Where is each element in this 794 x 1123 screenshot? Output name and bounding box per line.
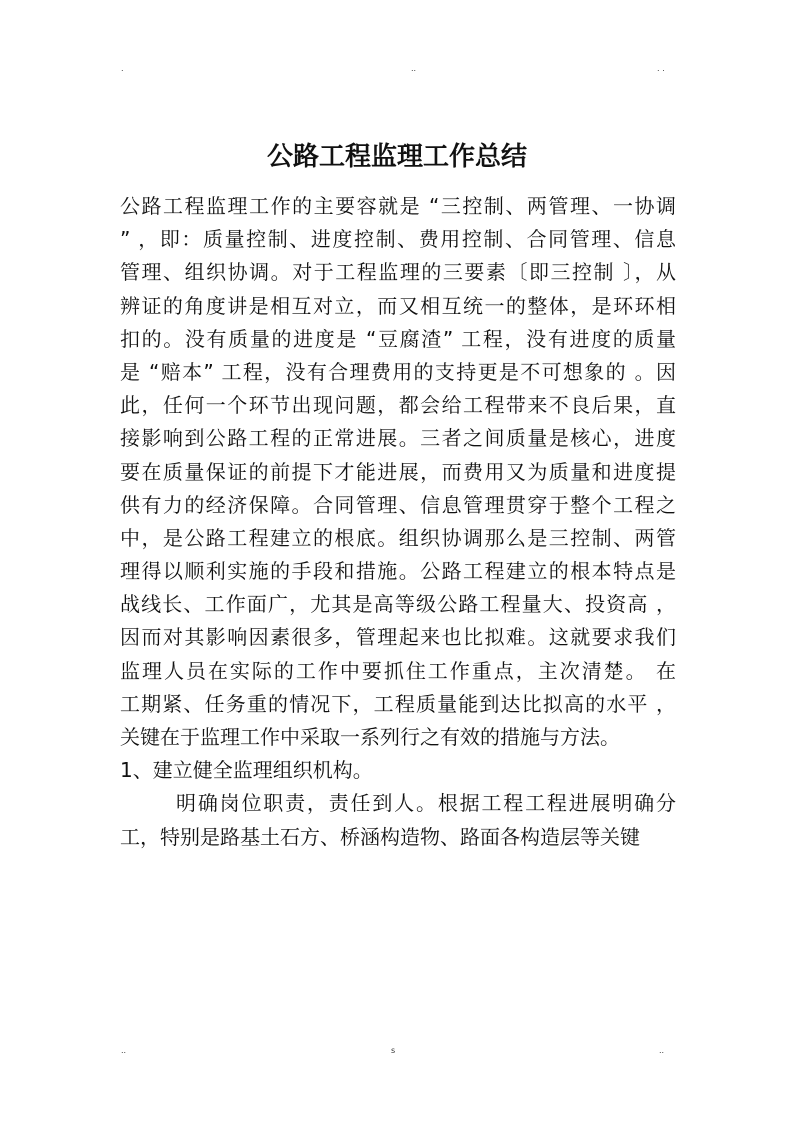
- paragraph-1-line-9: 要在质量保证的前提下才能进展，而费用又为质量和进度提: [120, 459, 676, 484]
- paragraph-1-line-5: 扣的。没有质量的进度是 “豆腐渣” 工程，没有进度的质量: [120, 326, 676, 351]
- paragraph-1-line-2: ” ，即：质量控制、进度控制、费用控制、合同管理、信息: [120, 227, 676, 252]
- document-title: 公路工程监理工作总结: [266, 142, 527, 172]
- header-mark-center: ..: [411, 64, 417, 73]
- paragraph-1-line-16: 工期紧、任务重的情况下，工程质量能到达比拟高的水平 ，: [120, 691, 676, 716]
- paragraph-1-line-3: 管理、组织协调。对于工程监理的三要素〔即三控制 〕，从: [120, 260, 676, 285]
- paragraph-1-line-12: 理得以顺利实施的手段和措施。公路工程建立的根本特点是: [120, 559, 676, 584]
- document-body: [120, 190, 676, 854]
- paragraph-1-line-15: 监理人员在实际的工作中要抓住工作重点，主次清楚。 在: [120, 658, 676, 683]
- paragraph-1-line-4: 辨证的角度讲是相互对立，而又相互统一的整体，是环环相: [120, 293, 676, 318]
- paragraph-1-line-8: 接影响到公路工程的正常进展。三者之间质量是核心，进度: [120, 426, 676, 451]
- paragraph-1-line-1: 公路工程监理工作的主要容就是 “三控制、两管理、一协调: [120, 194, 676, 218]
- page-number: s: [391, 1046, 396, 1055]
- paragraph-1-line-14: 因而对其影响因素很多，管理起来也比拟难。这就要求我们: [120, 625, 676, 650]
- paragraph-1-line-6: 是 “赔本” 工程，没有合理费用的支持更是不可想象的 。因: [120, 359, 676, 384]
- header-mark-right: . .: [657, 64, 665, 73]
- paragraph-1-line-13: 战线长、工作面广，尤其是高等级公路工程量大、投资高 ，: [120, 592, 676, 617]
- paragraph-1-line-17: 关键在于监理工作中采取一系列行之有效的措施与方法。: [120, 725, 620, 749]
- paragraph-3-line-1: 明确岗位职责，责任到人。根据工程工程进展明确分: [176, 791, 676, 816]
- footer-mark-right: ..: [659, 1046, 665, 1055]
- paragraph-1-line-7: 此，任何一个环节出现问题，都会给工程带来不良后果，直: [120, 393, 676, 418]
- footer-mark-left: ..: [121, 1046, 127, 1055]
- header-mark-left: .: [121, 64, 124, 73]
- paragraph-1-line-11: 中，是公路工程建立的根底。组织协调那么是三控制、两管: [120, 525, 676, 550]
- paragraph-2-line-1: 1、建立健全监理组织机构。: [120, 758, 373, 783]
- paragraph-1-line-10: 供有力的经济保障。合同管理、信息管理贯穿于整个工程之: [120, 492, 676, 517]
- paragraph-3-line-2: 工，特别是路基土石方、桥涵构造物、路面各构造层等关键: [120, 824, 640, 849]
